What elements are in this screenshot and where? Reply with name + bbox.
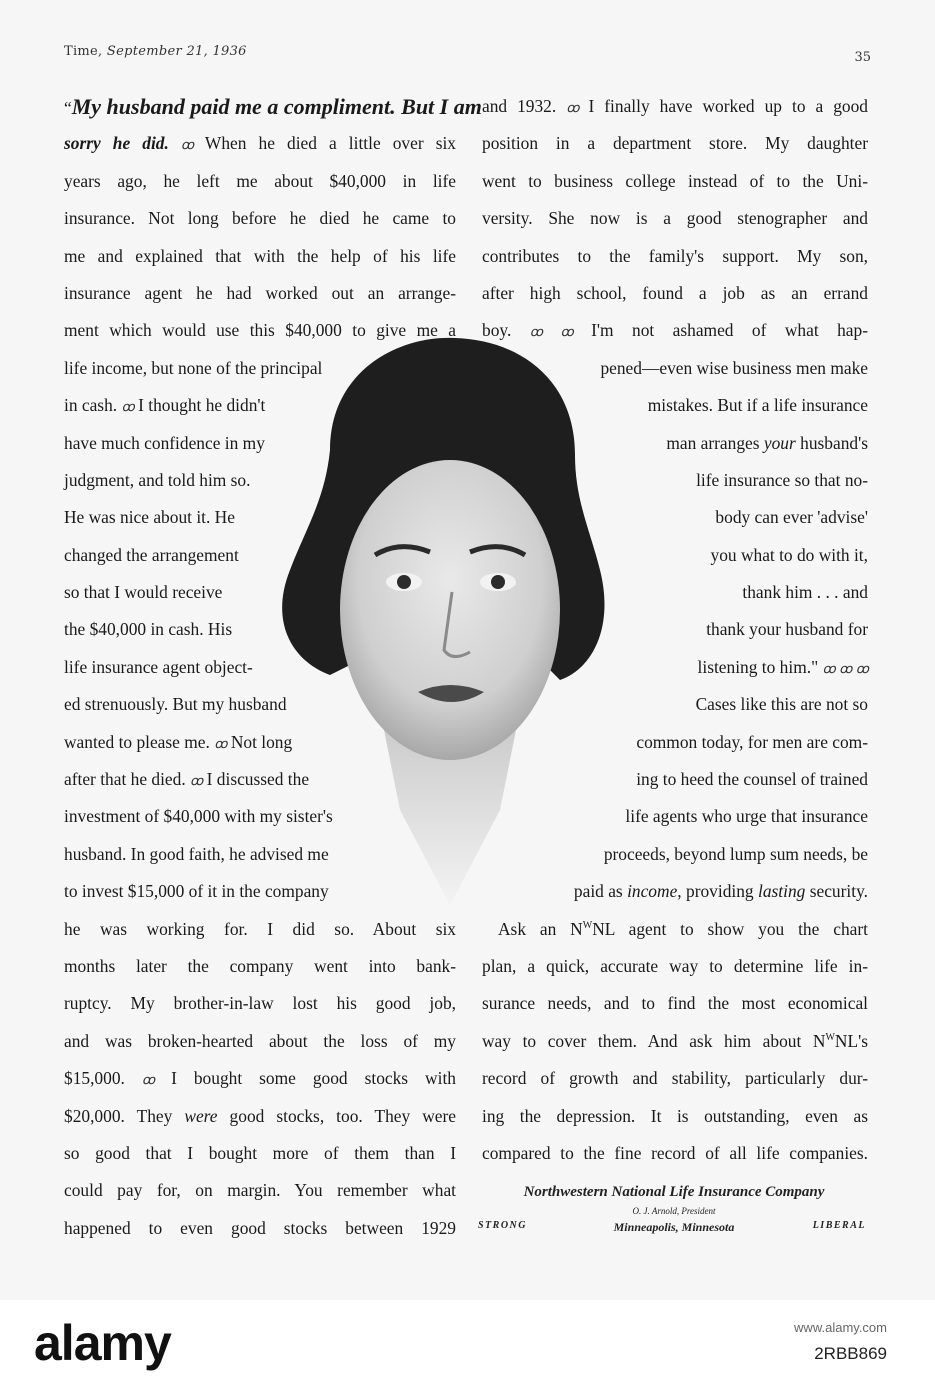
issue-date: September 21, 1936 (106, 44, 247, 59)
company-city: Minneapolis, Minnesota (613, 1220, 735, 1234)
ornament-icon: ꝏ (560, 324, 573, 340)
text-line: position in a department store. My daughter (482, 133, 868, 154)
text-line: so that I would receive (64, 582, 223, 603)
ornament-icon: ꝏ (855, 660, 868, 676)
text-line: proceeds, beyond lump sum needs, be (603, 843, 868, 864)
text-line: the $40,000 in cash. His (64, 619, 233, 640)
right-pupil (491, 575, 505, 589)
text-line: thank him . . . and (742, 582, 868, 603)
text-line: ing to heed the counsel of trained (636, 769, 868, 790)
ornament-icon: ꝏ (141, 1072, 155, 1088)
text-line: life agents who urge that insurance (625, 806, 868, 827)
text-line: and was broken-hearted about the loss of my (64, 1030, 456, 1051)
text-line: ruptcy. My brother-in-law lost his good job, (64, 993, 456, 1014)
text-line: He was nice about it. He (64, 507, 235, 528)
text-line: surance needs, and to find the most economical (482, 993, 868, 1014)
text-line: thank your husband for (706, 619, 868, 640)
watermark-url: www.alamy.com (794, 1320, 887, 1335)
text-line: paid as income, providing lasting security. (573, 881, 868, 902)
text-line: contributes to the family's support. My son, (482, 245, 868, 266)
text-line: he was working for. I did so. About six (64, 918, 456, 939)
page-number: 35 (854, 50, 871, 65)
text-line: happened to even good stocks between 1929 (64, 1217, 456, 1238)
text-line: after high school, found a job as an errand (482, 282, 868, 303)
text-line: ing the depression. It is outstanding, even as (482, 1105, 868, 1126)
text-line: could pay for, on margin. You remember what (64, 1180, 456, 1201)
running-header (64, 44, 247, 59)
text-line: man arranges your husband's (666, 432, 868, 453)
ornament-icon: ꝏ (121, 399, 134, 415)
stock-photo-banner (0, 1300, 935, 1390)
text-line: me and explained that with the help of his life (64, 245, 456, 266)
woman-portrait-photo (270, 330, 630, 930)
ornament-icon: ꝏ (214, 735, 227, 751)
motto-right: LIBERAL (812, 1220, 866, 1231)
text-line: husband. In good faith, he advised me (64, 843, 329, 864)
text-line: $20,000. They were good stocks, too. They were (64, 1105, 456, 1126)
magazine-name: Time, (64, 44, 103, 59)
text-line: ed strenuously. But my husband (64, 694, 287, 715)
motto-left: STRONG (478, 1220, 528, 1231)
text-line: life insurance so that no- (696, 469, 868, 490)
text-line: listening to him." ꝏ ꝏ ꝏ (697, 656, 868, 677)
text-line: mistakes. But if a life insurance (647, 395, 868, 416)
text-line: in cash. ꝏ I thought he didn't (64, 395, 266, 416)
text-line: insurance agent he had worked out an arrange- (64, 282, 456, 303)
ornament-icon: ꝏ (190, 773, 203, 789)
ornament-icon: ꝏ (839, 660, 852, 676)
text-line: after that he died. ꝏ I discussed the (64, 769, 310, 790)
text-line: record of growth and stability, particularly dur- (482, 1068, 868, 1089)
text-line: $15,000. ꝏ I bought some good stocks with (64, 1068, 456, 1089)
text-line: Ask an $N^WNL$ agent to show you the chart (498, 918, 868, 939)
opening-quote: My husband paid me a compliment. But I am (71, 94, 482, 119)
text-line: so good that I bought more of them than I (64, 1142, 456, 1163)
text-line: changed the arrangement (64, 544, 239, 565)
text-line: boy. ꝏ ꝏ I'm not ashamed of what hap- (482, 320, 868, 341)
text-line: months later the company went into bank- (64, 955, 456, 976)
ornament-icon: ꝏ (822, 660, 835, 676)
text-line: way to cover them. And ask him about $N^WNL's$ (482, 1030, 868, 1051)
company-president: O. J. Arnold, President (632, 1206, 716, 1216)
text-line: wanted to please me. ꝏ Not long (64, 731, 293, 752)
ornament-icon: ꝏ (180, 137, 194, 153)
text-line: common today, for men are com- (636, 731, 868, 752)
text-line: life income, but none of the principal (64, 357, 323, 378)
text-line: ment which would use this $40,000 to give me a (64, 320, 456, 341)
text-line: and 1932. ꝏ I finally have worked up to a good (482, 96, 868, 116)
text-line: pened—even wise business men make (600, 357, 868, 378)
text-line: compared to the fine record of all life companies. (482, 1142, 868, 1163)
text-line: have much confidence in my (64, 432, 265, 453)
text-line: plan, a quick, accurate way to determine life in- (482, 955, 868, 976)
text-line: body can ever 'advise' (715, 507, 868, 528)
text-line: years ago, he left me about $40,000 in life (64, 170, 456, 191)
text-line: “My husband paid me a compliment. But I am (64, 94, 482, 119)
alamy-logo: alamy (34, 1315, 171, 1371)
company-name: Northwestern National Life Insurance Company (523, 1184, 825, 1200)
left-pupil (397, 575, 411, 589)
image-id: 2RBB869 (814, 1344, 887, 1363)
ornament-icon: ꝏ (529, 324, 542, 340)
text-line: sorry he did. ꝏ When he died a little over six (64, 133, 456, 154)
text-line: life insurance agent object- (64, 656, 253, 677)
text-line: Cases like this are not so (695, 694, 868, 715)
text-line: judgment, and told him so. (64, 469, 251, 490)
text-line: went to business college instead of to the Uni- (482, 170, 868, 191)
text-line: versity. She now is a good stenographer and (482, 208, 868, 229)
text-line: you what to do with it, (710, 544, 868, 565)
ornament-icon: ꝏ (566, 100, 579, 115)
text-line: to invest $15,000 of it in the company (64, 881, 329, 902)
text-line: insurance. Not long before he died he came to (64, 208, 456, 229)
text-line: investment of $40,000 with my sister's (64, 806, 333, 827)
